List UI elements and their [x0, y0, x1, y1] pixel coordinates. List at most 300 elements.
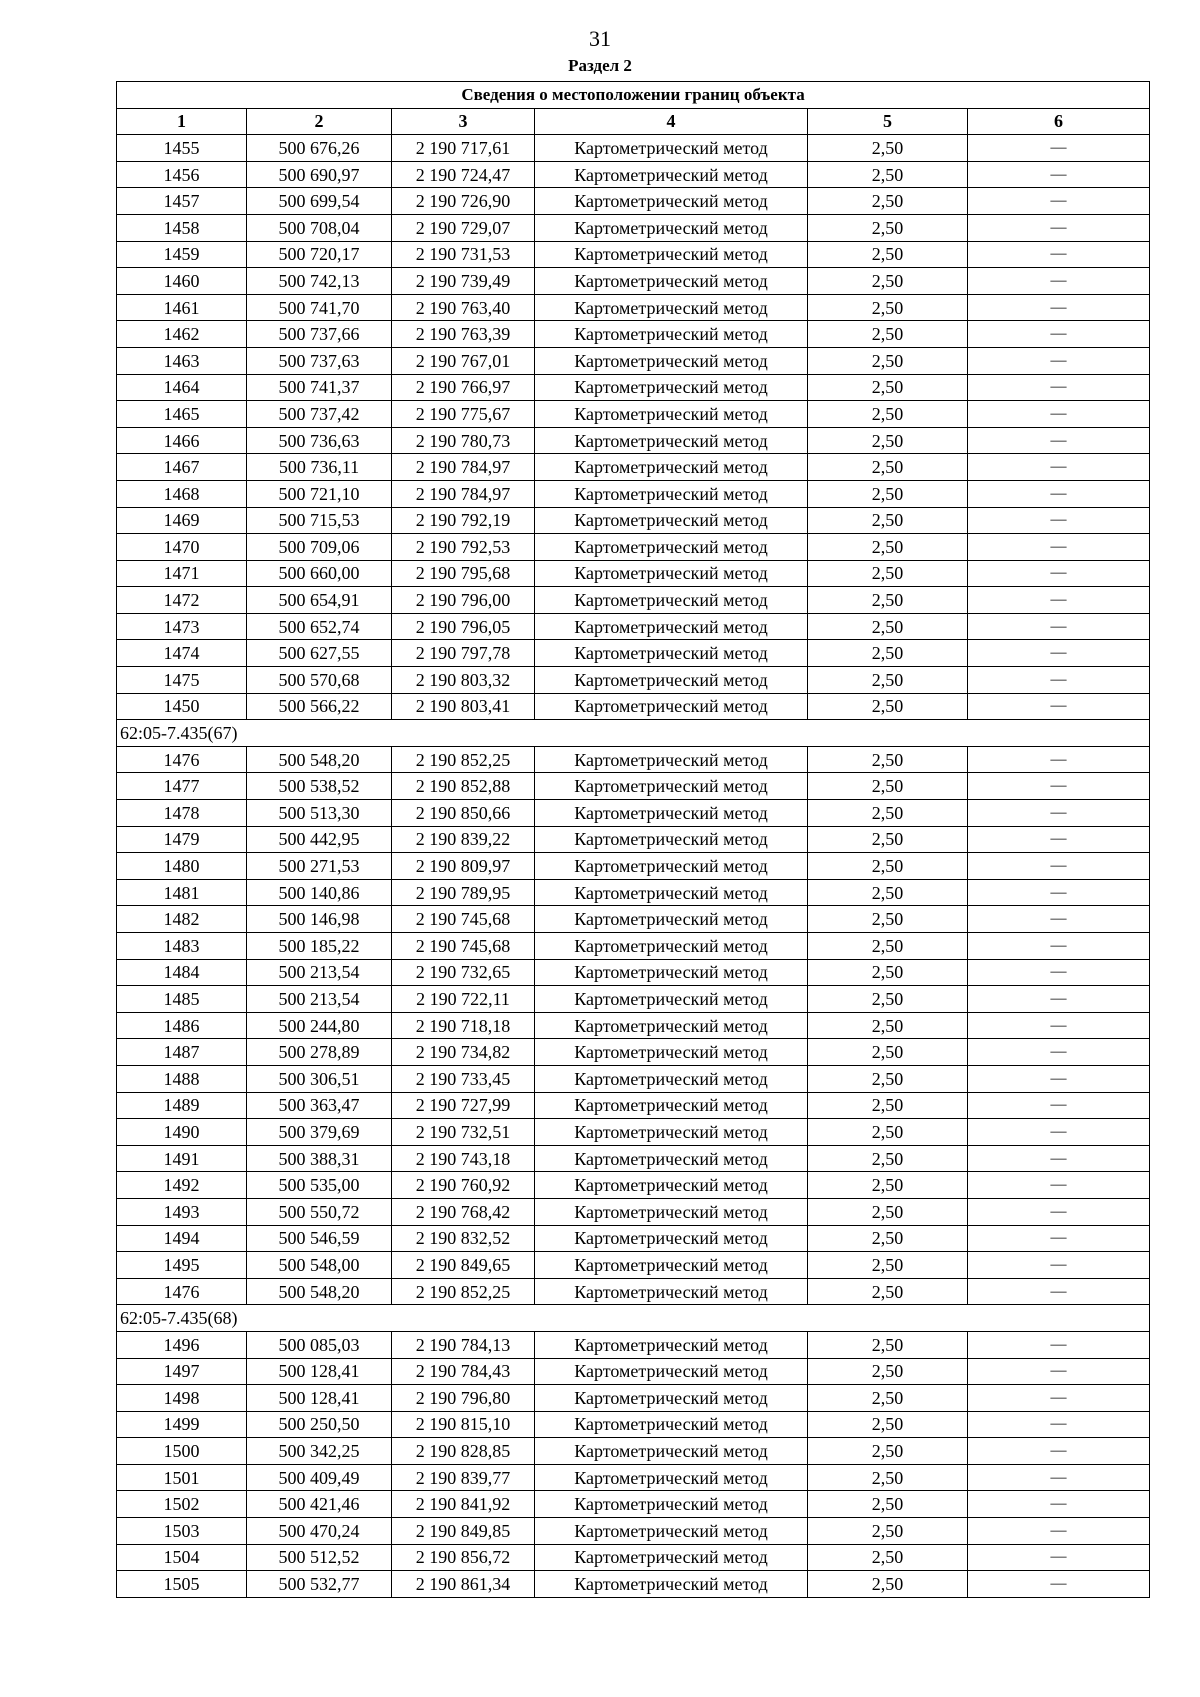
table-row [117, 1039, 1150, 1066]
accuracy-cell: 2,50 [808, 1172, 968, 1199]
method-cell: Картометрический метод [535, 161, 808, 188]
y-coordinate-cell: 2 190 828,85 [392, 1438, 535, 1465]
accuracy-cell: 2,50 [808, 959, 968, 986]
method-cell: Картометрический метод [535, 1119, 808, 1146]
method-cell: Картометрический метод [535, 986, 808, 1013]
y-coordinate-cell: 2 190 861,34 [392, 1571, 535, 1598]
column-number-4: 4 [535, 108, 808, 135]
point-number-cell: 1462 [117, 321, 247, 348]
accuracy-cell: 2,50 [808, 321, 968, 348]
x-coordinate-cell: 500 737,63 [247, 347, 392, 374]
page-number: 31 [589, 26, 611, 51]
method-cell: Картометрический метод [535, 480, 808, 507]
point-number-cell: 1474 [117, 640, 247, 667]
method-cell: Картометрический метод [535, 1464, 808, 1491]
method-cell: Картометрический метод [535, 773, 808, 800]
x-coordinate-cell: 500 720,17 [247, 241, 392, 268]
description-cell: — [968, 1491, 1150, 1518]
description-cell: — [968, 214, 1150, 241]
table-row [117, 1571, 1150, 1598]
method-cell: Картометрический метод [535, 853, 808, 880]
x-coordinate-cell: 500 627,55 [247, 640, 392, 667]
point-number-cell: 1469 [117, 507, 247, 534]
accuracy-cell: 2,50 [808, 374, 968, 401]
description-cell: — [968, 507, 1150, 534]
description-cell: — [968, 374, 1150, 401]
y-coordinate-cell: 2 190 849,85 [392, 1518, 535, 1545]
column-number-1: 1 [117, 108, 247, 135]
y-coordinate-cell: 2 190 732,65 [392, 959, 535, 986]
table-row [117, 1145, 1150, 1172]
y-coordinate-cell: 2 190 784,13 [392, 1331, 535, 1358]
point-number-cell: 1486 [117, 1012, 247, 1039]
table-row [117, 268, 1150, 295]
table-row [117, 667, 1150, 694]
method-cell: Картометрический метод [535, 693, 808, 720]
point-number-cell: 1502 [117, 1491, 247, 1518]
y-coordinate-cell: 2 190 745,68 [392, 933, 535, 960]
method-cell: Картометрический метод [535, 534, 808, 561]
point-number-cell: 1501 [117, 1464, 247, 1491]
description-cell: — [968, 1571, 1150, 1598]
accuracy-cell: 2,50 [808, 268, 968, 295]
description-cell: — [968, 1012, 1150, 1039]
table-row [117, 1092, 1150, 1119]
method-cell: Картометрический метод [535, 933, 808, 960]
accuracy-cell: 2,50 [808, 534, 968, 561]
point-number-cell: 1471 [117, 560, 247, 587]
method-cell: Картометрический метод [535, 1012, 808, 1039]
description-cell: — [968, 268, 1150, 295]
description-cell: — [968, 1172, 1150, 1199]
table-row [117, 986, 1150, 1013]
point-number-cell: 1457 [117, 188, 247, 215]
description-cell: — [968, 1225, 1150, 1252]
table-row [117, 746, 1150, 773]
accuracy-cell: 2,50 [808, 1518, 968, 1545]
point-number-cell: 1460 [117, 268, 247, 295]
method-cell: Картометрический метод [535, 214, 808, 241]
description-cell: — [968, 1065, 1150, 1092]
accuracy-cell: 2,50 [808, 1358, 968, 1385]
accuracy-cell: 2,50 [808, 188, 968, 215]
method-cell: Картометрический метод [535, 268, 808, 295]
accuracy-cell: 2,50 [808, 1012, 968, 1039]
description-cell: — [968, 800, 1150, 827]
accuracy-cell: 2,50 [808, 560, 968, 587]
method-cell: Картометрический метод [535, 906, 808, 933]
y-coordinate-cell: 2 190 726,90 [392, 188, 535, 215]
method-cell: Картометрический метод [535, 1385, 808, 1412]
table-row [117, 534, 1150, 561]
description-cell: — [968, 853, 1150, 880]
accuracy-cell: 2,50 [808, 667, 968, 694]
point-number-cell: 1467 [117, 454, 247, 481]
table-caption-row [117, 82, 1150, 109]
method-cell: Картометрический метод [535, 321, 808, 348]
y-coordinate-cell: 2 190 763,40 [392, 294, 535, 321]
accuracy-cell: 2,50 [808, 587, 968, 614]
y-coordinate-cell: 2 190 722,11 [392, 986, 535, 1013]
description-cell: — [968, 1252, 1150, 1279]
method-cell: Картометрический метод [535, 1331, 808, 1358]
method-cell: Картометрический метод [535, 613, 808, 640]
y-coordinate-cell: 2 190 856,72 [392, 1544, 535, 1571]
section-title: Раздел 2 [568, 56, 632, 75]
method-cell: Картометрический метод [535, 640, 808, 667]
y-coordinate-cell: 2 190 739,49 [392, 268, 535, 295]
description-cell: — [968, 640, 1150, 667]
accuracy-cell: 2,50 [808, 1385, 968, 1412]
point-number-cell: 1468 [117, 480, 247, 507]
accuracy-cell: 2,50 [808, 800, 968, 827]
accuracy-cell: 2,50 [808, 1544, 968, 1571]
x-coordinate-cell: 500 652,74 [247, 613, 392, 640]
x-coordinate-cell: 500 146,98 [247, 906, 392, 933]
point-number-cell: 1477 [117, 773, 247, 800]
accuracy-cell: 2,50 [808, 1278, 968, 1305]
y-coordinate-cell: 2 190 784,43 [392, 1358, 535, 1385]
table-row [117, 959, 1150, 986]
description-cell: — [968, 693, 1150, 720]
table-row [117, 693, 1150, 720]
accuracy-cell: 2,50 [808, 214, 968, 241]
table-row [117, 800, 1150, 827]
y-coordinate-cell: 2 190 839,77 [392, 1464, 535, 1491]
method-cell: Картометрический метод [535, 1278, 808, 1305]
x-coordinate-cell: 500 470,24 [247, 1518, 392, 1545]
table-row [117, 1225, 1150, 1252]
point-number-cell: 1504 [117, 1544, 247, 1571]
description-cell: — [968, 401, 1150, 428]
description-cell: — [968, 188, 1150, 215]
column-number-2: 2 [247, 108, 392, 135]
method-cell: Картометрический метод [535, 1065, 808, 1092]
point-number-cell: 1476 [117, 1278, 247, 1305]
description-cell: — [968, 454, 1150, 481]
y-coordinate-cell: 2 190 815,10 [392, 1411, 535, 1438]
x-coordinate-cell: 500 741,70 [247, 294, 392, 321]
accuracy-cell: 2,50 [808, 1039, 968, 1066]
point-number-cell: 1470 [117, 534, 247, 561]
description-cell: — [968, 906, 1150, 933]
point-number-cell: 1472 [117, 587, 247, 614]
accuracy-cell: 2,50 [808, 906, 968, 933]
x-coordinate-cell: 500 538,52 [247, 773, 392, 800]
method-cell: Картометрический метод [535, 454, 808, 481]
accuracy-cell: 2,50 [808, 1411, 968, 1438]
y-coordinate-cell: 2 190 763,39 [392, 321, 535, 348]
y-coordinate-cell: 2 190 852,88 [392, 773, 535, 800]
y-coordinate-cell: 2 190 784,97 [392, 454, 535, 481]
description-cell: — [968, 773, 1150, 800]
x-coordinate-cell: 500 213,54 [247, 986, 392, 1013]
x-coordinate-cell: 500 513,30 [247, 800, 392, 827]
method-cell: Картометрический метод [535, 1252, 808, 1279]
accuracy-cell: 2,50 [808, 1464, 968, 1491]
table-row [117, 347, 1150, 374]
column-number-row [117, 108, 1150, 135]
method-cell: Картометрический метод [535, 188, 808, 215]
x-coordinate-cell: 500 570,68 [247, 667, 392, 694]
point-number-cell: 1505 [117, 1571, 247, 1598]
point-number-cell: 1500 [117, 1438, 247, 1465]
point-number-cell: 1459 [117, 241, 247, 268]
y-coordinate-cell: 2 190 852,25 [392, 1278, 535, 1305]
accuracy-cell: 2,50 [808, 401, 968, 428]
description-cell: — [968, 161, 1150, 188]
description-cell: — [968, 480, 1150, 507]
x-coordinate-cell: 500 566,22 [247, 693, 392, 720]
y-coordinate-cell: 2 190 784,97 [392, 480, 535, 507]
point-number-cell: 1495 [117, 1252, 247, 1279]
method-cell: Картометрический метод [535, 1198, 808, 1225]
accuracy-cell: 2,50 [808, 480, 968, 507]
description-cell: — [968, 933, 1150, 960]
accuracy-cell: 2,50 [808, 773, 968, 800]
description-cell: — [968, 1331, 1150, 1358]
y-coordinate-cell: 2 190 792,19 [392, 507, 535, 534]
method-cell: Картометрический метод [535, 560, 808, 587]
section-label-row [117, 720, 1150, 747]
x-coordinate-cell: 500 388,31 [247, 1145, 392, 1172]
table-row [117, 1172, 1150, 1199]
column-number-6: 6 [968, 108, 1150, 135]
method-cell: Картометрический метод [535, 667, 808, 694]
y-coordinate-cell: 2 190 797,78 [392, 640, 535, 667]
accuracy-cell: 2,50 [808, 1065, 968, 1092]
accuracy-cell: 2,50 [808, 1491, 968, 1518]
accuracy-cell: 2,50 [808, 1331, 968, 1358]
method-cell: Картометрический метод [535, 587, 808, 614]
x-coordinate-cell: 500 736,63 [247, 427, 392, 454]
accuracy-cell: 2,50 [808, 1119, 968, 1146]
table-row [117, 161, 1150, 188]
table-row [117, 1331, 1150, 1358]
y-coordinate-cell: 2 190 731,53 [392, 241, 535, 268]
accuracy-cell: 2,50 [808, 1438, 968, 1465]
accuracy-cell: 2,50 [808, 1092, 968, 1119]
description-cell: — [968, 294, 1150, 321]
y-coordinate-cell: 2 190 734,82 [392, 1039, 535, 1066]
table-row [117, 1119, 1150, 1146]
method-cell: Картометрический метод [535, 241, 808, 268]
x-coordinate-cell: 500 442,95 [247, 826, 392, 853]
x-coordinate-cell: 500 185,22 [247, 933, 392, 960]
accuracy-cell: 2,50 [808, 693, 968, 720]
accuracy-cell: 2,50 [808, 507, 968, 534]
method-cell: Картометрический метод [535, 347, 808, 374]
table-row [117, 401, 1150, 428]
point-number-cell: 1493 [117, 1198, 247, 1225]
y-coordinate-cell: 2 190 724,47 [392, 161, 535, 188]
accuracy-cell: 2,50 [808, 986, 968, 1013]
method-cell: Картометрический метод [535, 401, 808, 428]
description-cell: — [968, 1145, 1150, 1172]
point-number-cell: 1478 [117, 800, 247, 827]
y-coordinate-cell: 2 190 732,51 [392, 1119, 535, 1146]
x-coordinate-cell: 500 676,26 [247, 135, 392, 162]
table-row [117, 1438, 1150, 1465]
y-coordinate-cell: 2 190 841,92 [392, 1491, 535, 1518]
x-coordinate-cell: 500 213,54 [247, 959, 392, 986]
y-coordinate-cell: 2 190 803,32 [392, 667, 535, 694]
x-coordinate-cell: 500 654,91 [247, 587, 392, 614]
table-row [117, 374, 1150, 401]
point-number-cell: 1483 [117, 933, 247, 960]
accuracy-cell: 2,50 [808, 879, 968, 906]
y-coordinate-cell: 2 190 796,00 [392, 587, 535, 614]
table-row [117, 1518, 1150, 1545]
point-number-cell: 1465 [117, 401, 247, 428]
point-number-cell: 1476 [117, 746, 247, 773]
description-cell: — [968, 347, 1150, 374]
method-cell: Картометрический метод [535, 135, 808, 162]
description-cell: — [968, 321, 1150, 348]
y-coordinate-cell: 2 190 850,66 [392, 800, 535, 827]
x-coordinate-cell: 500 128,41 [247, 1358, 392, 1385]
point-number-cell: 1461 [117, 294, 247, 321]
method-cell: Картометрический метод [535, 294, 808, 321]
point-number-cell: 1450 [117, 693, 247, 720]
table-body [117, 135, 1150, 1598]
x-coordinate-cell: 500 532,77 [247, 1571, 392, 1598]
y-coordinate-cell: 2 190 796,05 [392, 613, 535, 640]
description-cell: — [968, 1358, 1150, 1385]
table-row [117, 640, 1150, 667]
y-coordinate-cell: 2 190 729,07 [392, 214, 535, 241]
method-cell: Картометрический метод [535, 1172, 808, 1199]
x-coordinate-cell: 500 737,66 [247, 321, 392, 348]
table-row [117, 214, 1150, 241]
table-row [117, 1544, 1150, 1571]
table-row [117, 1252, 1150, 1279]
table-row [117, 1385, 1150, 1412]
method-cell: Картометрический метод [535, 1571, 808, 1598]
x-coordinate-cell: 500 721,10 [247, 480, 392, 507]
table-row [117, 454, 1150, 481]
method-cell: Картометрический метод [535, 879, 808, 906]
accuracy-cell: 2,50 [808, 241, 968, 268]
x-coordinate-cell: 500 742,13 [247, 268, 392, 295]
method-cell: Картометрический метод [535, 826, 808, 853]
accuracy-cell: 2,50 [808, 161, 968, 188]
table-caption: Сведения о местоположении границ объекта [117, 82, 1150, 109]
description-cell: — [968, 986, 1150, 1013]
description-cell: — [968, 746, 1150, 773]
table-row [117, 1411, 1150, 1438]
y-coordinate-cell: 2 190 733,45 [392, 1065, 535, 1092]
x-coordinate-cell: 500 250,50 [247, 1411, 392, 1438]
description-cell: — [968, 135, 1150, 162]
x-coordinate-cell: 500 548,20 [247, 746, 392, 773]
x-coordinate-cell: 500 306,51 [247, 1065, 392, 1092]
description-cell: — [968, 1411, 1150, 1438]
y-coordinate-cell: 2 190 743,18 [392, 1145, 535, 1172]
point-number-cell: 1496 [117, 1331, 247, 1358]
x-coordinate-cell: 500 699,54 [247, 188, 392, 215]
description-cell: — [968, 427, 1150, 454]
section-label-row [117, 1305, 1150, 1332]
point-number-cell: 1456 [117, 161, 247, 188]
description-cell: — [968, 1544, 1150, 1571]
accuracy-cell: 2,50 [808, 826, 968, 853]
method-cell: Картометрический метод [535, 746, 808, 773]
point-number-cell: 1487 [117, 1039, 247, 1066]
description-cell: — [968, 826, 1150, 853]
description-cell: — [968, 1464, 1150, 1491]
method-cell: Картометрический метод [535, 1411, 808, 1438]
table-row [117, 560, 1150, 587]
point-number-cell: 1466 [117, 427, 247, 454]
x-coordinate-cell: 500 660,00 [247, 560, 392, 587]
accuracy-cell: 2,50 [808, 933, 968, 960]
table-row [117, 480, 1150, 507]
column-number-3: 3 [392, 108, 535, 135]
x-coordinate-cell: 500 736,11 [247, 454, 392, 481]
x-coordinate-cell: 500 244,80 [247, 1012, 392, 1039]
accuracy-cell: 2,50 [808, 613, 968, 640]
accuracy-cell: 2,50 [808, 1198, 968, 1225]
section-label: 62:05-7.435(67) [117, 720, 1150, 747]
point-number-cell: 1475 [117, 667, 247, 694]
table-row [117, 879, 1150, 906]
accuracy-cell: 2,50 [808, 1145, 968, 1172]
table-row [117, 294, 1150, 321]
table-row [117, 613, 1150, 640]
y-coordinate-cell: 2 190 766,97 [392, 374, 535, 401]
accuracy-cell: 2,50 [808, 454, 968, 481]
y-coordinate-cell: 2 190 727,99 [392, 1092, 535, 1119]
point-number-cell: 1490 [117, 1119, 247, 1146]
description-cell: — [968, 534, 1150, 561]
description-cell: — [968, 587, 1150, 614]
x-coordinate-cell: 500 550,72 [247, 1198, 392, 1225]
table-row [117, 906, 1150, 933]
table-row [117, 853, 1150, 880]
description-cell: — [968, 1518, 1150, 1545]
y-coordinate-cell: 2 190 775,67 [392, 401, 535, 428]
method-cell: Картометрический метод [535, 1225, 808, 1252]
y-coordinate-cell: 2 190 809,97 [392, 853, 535, 880]
column-number-5: 5 [808, 108, 968, 135]
x-coordinate-cell: 500 737,42 [247, 401, 392, 428]
description-cell: — [968, 1119, 1150, 1146]
table-row [117, 1358, 1150, 1385]
x-coordinate-cell: 500 741,37 [247, 374, 392, 401]
x-coordinate-cell: 500 379,69 [247, 1119, 392, 1146]
x-coordinate-cell: 500 271,53 [247, 853, 392, 880]
table-row [117, 321, 1150, 348]
point-number-cell: 1458 [117, 214, 247, 241]
table-row [117, 507, 1150, 534]
x-coordinate-cell: 500 140,86 [247, 879, 392, 906]
description-cell: — [968, 613, 1150, 640]
accuracy-cell: 2,50 [808, 853, 968, 880]
y-coordinate-cell: 2 190 745,68 [392, 906, 535, 933]
point-number-cell: 1492 [117, 1172, 247, 1199]
x-coordinate-cell: 500 708,04 [247, 214, 392, 241]
point-number-cell: 1497 [117, 1358, 247, 1385]
description-cell: — [968, 1039, 1150, 1066]
method-cell: Картометрический метод [535, 1438, 808, 1465]
point-number-cell: 1480 [117, 853, 247, 880]
x-coordinate-cell: 500 085,03 [247, 1331, 392, 1358]
x-coordinate-cell: 500 715,53 [247, 507, 392, 534]
x-coordinate-cell: 500 512,52 [247, 1544, 392, 1571]
description-cell: — [968, 241, 1150, 268]
x-coordinate-cell: 500 535,00 [247, 1172, 392, 1199]
